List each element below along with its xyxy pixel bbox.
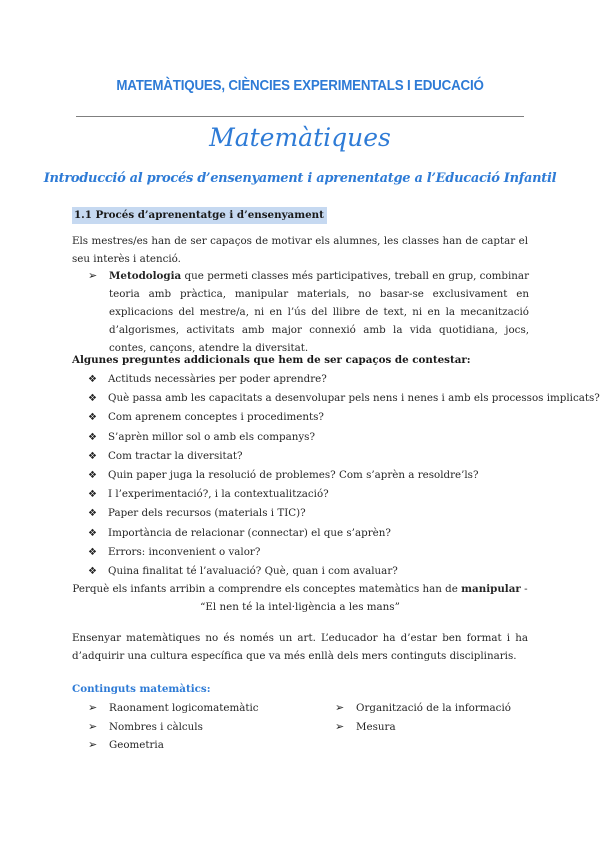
- manipulation-quote: Perquè els infants arribin a comprendre els conceptes matemàtics han de manipular - “El nen té la intel·ligència a les mans”: [72, 583, 528, 613]
- list-item: ❖ S’aprèn millor sol o amb els companys?: [88, 428, 538, 447]
- arrow-bullet-icon: ➢: [88, 701, 98, 714]
- list-item: ❖ Errors: inconvenient o valor?: [88, 543, 538, 562]
- four-diamond-bullet-icon: ❖: [88, 393, 97, 405]
- page-subtitle: Introducció al procés d’ensenyament i aprenentatge a l’Educació Infantil: [43, 171, 557, 186]
- four-diamond-bullet-icon: ❖: [88, 450, 97, 462]
- list-item: ❖ Com aprenem conceptes i procediments?: [88, 408, 538, 427]
- list-item: ➢ Mesura: [335, 718, 535, 737]
- intro-paragraph: Els mestres/es han de ser capaços de motivar els alumnes, les classes han de captar el seu interès i atenció.: [72, 235, 528, 265]
- contents-list-left: [88, 699, 328, 755]
- list-item: ❖ Quina finalitat té l’avaluació? Què, quan i com avaluar?: [88, 562, 538, 581]
- list-item: ❖ Què passa amb les capacitats a desenvolupar pels nens i nenes i amb els processos implicats?: [88, 389, 538, 408]
- list-item: ➢ Geometria: [88, 736, 328, 755]
- questions-list: [88, 370, 600, 581]
- four-diamond-bullet-icon: ❖: [88, 469, 97, 481]
- list-item: ❖ Actituds necessàries per poder aprendre?: [88, 370, 538, 389]
- contents-list-right: [335, 699, 535, 736]
- four-diamond-bullet-icon: ❖: [88, 508, 97, 520]
- running-header: MATEMÀTIQUES, CIÈNCIES EXPERIMENTALS I EDUCACIÓ: [116, 78, 484, 94]
- arrow-bullet-icon: ➢: [88, 269, 98, 282]
- four-diamond-bullet-icon: ❖: [88, 527, 97, 539]
- methodology-description: que permeti classes més participatives, treball en grup, combinar teoria amb pràctica, manipular materials, no basar-se exclusivament en explicacions del mestre/a, ni en l’ús del llibre de text, ni en la mecanització d’algorismes, activitats amb major connexió amb la vida quotidiana, jocs, contes, cançons, atendre la diversitat.: [109, 270, 529, 354]
- list-item: ➢ Organització de la informació: [335, 699, 535, 718]
- arrow-bullet-icon: ➢: [335, 701, 345, 714]
- list-item: ❖ Com tractar la diversitat?: [88, 447, 538, 466]
- four-diamond-bullet-icon: ❖: [88, 489, 97, 501]
- section-heading: 1.1 Procés d’aprenentatge i d’ensenyament: [72, 207, 327, 224]
- list-item: ❖ Quin paper juga la resolució de problemes? Com s’aprèn a resoldre’ls?: [88, 466, 538, 485]
- four-diamond-bullet-icon: ❖: [88, 412, 97, 424]
- arrow-bullet-icon: ➢: [88, 719, 98, 733]
- methodology-text: [109, 267, 529, 357]
- questions-heading: Algunes preguntes addicionals que hem de ser capaços de contestar:: [72, 354, 471, 366]
- four-diamond-bullet-icon: ❖: [88, 546, 97, 558]
- arrow-bullet-icon: ➢: [88, 738, 98, 751]
- list-item: ❖ Importància de relacionar (connectar) el que s’aprèn?: [88, 524, 538, 543]
- header-rule: [76, 116, 524, 117]
- arrow-bullet-icon: ➢: [335, 719, 345, 733]
- four-diamond-bullet-icon: ❖: [88, 374, 97, 385]
- quote-keyword: manipular: [461, 583, 521, 595]
- page-title: Matemàtiques: [209, 123, 391, 152]
- list-item: ➢ Raonament logicomatemàtic: [88, 699, 328, 718]
- four-diamond-bullet-icon: ❖: [88, 431, 97, 443]
- teaching-paragraph: Ensenyar matemàtiques no és només un art. L’educador ha d’estar ben format i ha d’adquirir una cultura específica que va més enllà dels mers continguts disciplinaris.: [72, 632, 528, 662]
- list-item: ❖ I l’experimentació?, i la contextualització?: [88, 485, 538, 504]
- list-item: ➢ Nombres i càlculs: [88, 718, 328, 737]
- four-diamond-bullet-icon: ❖: [88, 565, 97, 577]
- list-item: ❖ Paper dels recursos (materials i TIC)?: [88, 504, 538, 523]
- methodology-term: Metodologia: [109, 270, 182, 282]
- contents-heading: Continguts matemàtics:: [72, 683, 211, 695]
